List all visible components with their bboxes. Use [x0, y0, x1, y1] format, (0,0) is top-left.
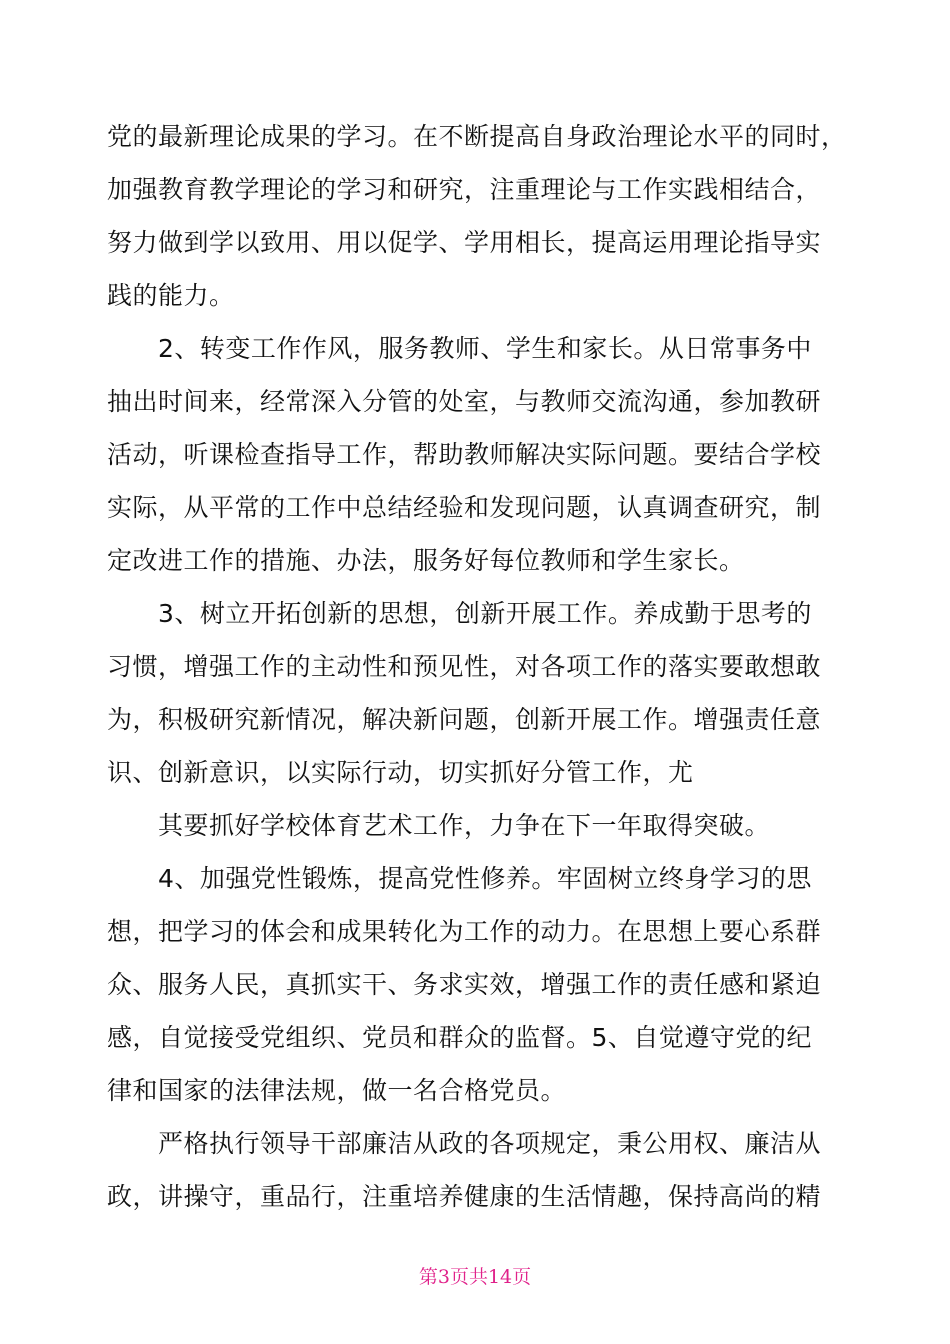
page-number-footer: 第3页共14页 — [418, 1266, 532, 1288]
paragraph-5-start: 严格执行领导干部廉洁从政的各项规定，秉公用权、廉洁从 — [158, 1129, 822, 1158]
paragraph-3-start: 3、树立开拓创新的思想，创新开展工作。养成勤于思考的 — [158, 599, 812, 628]
paragraph-4-start: 4、加强党性锻炼，提高党性修养。牢固树立终身学习的思 — [158, 864, 812, 893]
text-line: 习惯，增强工作的主动性和预见性，对各项工作的落实要敢想敢 — [107, 652, 822, 681]
text-line: 定改进工作的措施、办法，服务好每位教师和学生家长。 — [107, 546, 745, 575]
text-line: 努力做到学以致用、用以促学、学用相长，提高运用理论指导实 — [107, 228, 822, 257]
text-line: 活动，听课检查指导工作，帮助教师解决实际问题。要结合学校 — [107, 440, 822, 469]
text-line: 抽出时间来，经常深入分管的处室，与教师交流沟通，参加教研 — [107, 387, 822, 416]
text-line: 为，积极研究新情况，解决新问题，创新开展工作。增强责任意 — [107, 705, 822, 734]
text-line: 感，自觉接受党组织、党员和群众的监督。5、自觉遵守党的纪 — [107, 1023, 812, 1052]
text-line: 律和国家的法律法规，做一名合格党员。 — [107, 1076, 567, 1105]
paragraph-continuation: 其要抓好学校体育艺术工作，力争在下一年取得突破。 — [158, 811, 771, 840]
text-line: 想，把学习的体会和成果转化为工作的动力。在思想上要心系群 — [107, 917, 822, 946]
paragraph-2-start: 2、转变工作作风，服务教师、学生和家长。从日常事务中 — [158, 334, 812, 363]
text-line: 识、创新意识，以实际行动，切实抓好分管工作，尤 — [107, 758, 694, 787]
text-line: 加强教育教学理论的学习和研究，注重理论与工作实践相结合， — [107, 175, 822, 204]
text-line: 政，讲操守，重品行，注重培养健康的生活情趣，保持高尚的精 — [107, 1182, 822, 1211]
text-line: 实际，从平常的工作中总结经验和发现问题，认真调查研究，制 — [107, 493, 822, 522]
text-line: 党的最新理论成果的学习。在不断提高自身政治理论水平的同时， — [107, 122, 847, 151]
text-line: 众、服务人民，真抓实干、务求实效，增强工作的责任感和紧迫 — [107, 970, 822, 999]
text-line: 践的能力。 — [107, 281, 235, 310]
